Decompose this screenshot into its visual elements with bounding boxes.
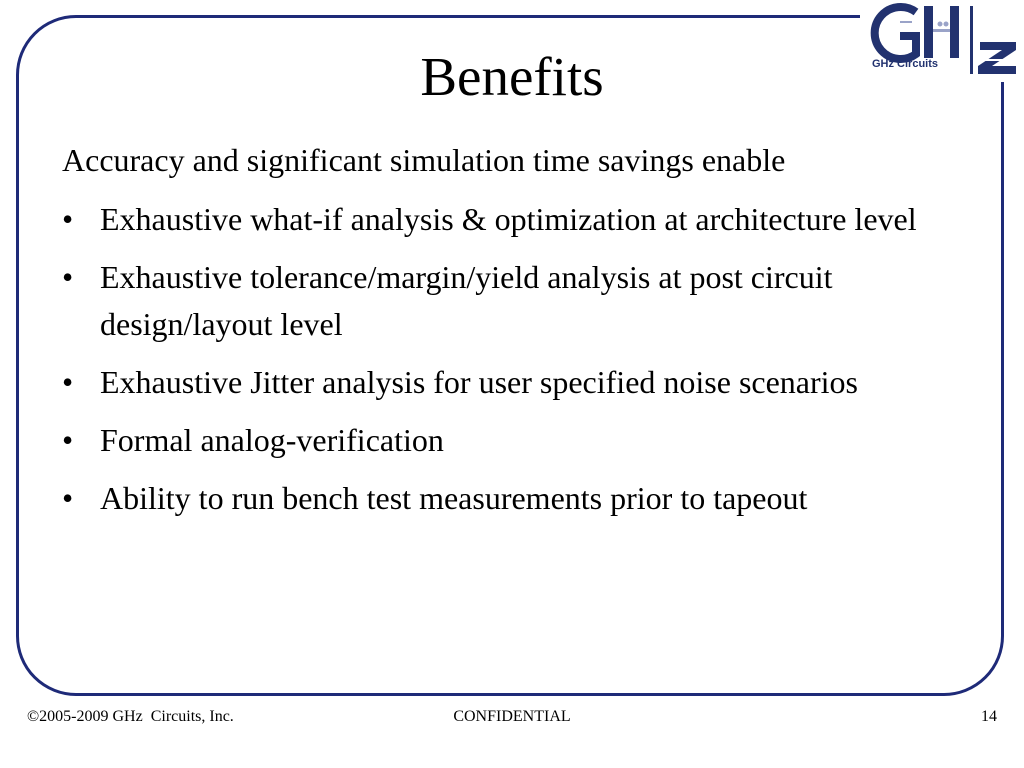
bullet-item: [62, 417, 942, 464]
bullet-item: [62, 196, 942, 243]
bullet-text: Exhaustive tolerance/margin/yield analysis at post circuit design/layout level: [100, 259, 833, 342]
bullet-text: Exhaustive Jitter analysis for user specified noise scenarios: [100, 364, 858, 400]
footer-page-number: 14: [981, 708, 997, 725]
bullet-icon: •: [62, 364, 74, 400]
bullet-icon: •: [62, 480, 74, 516]
intro-text: Accuracy and significant simulation time savings enable: [62, 142, 786, 178]
bullet-item: [62, 475, 942, 522]
logo-text: GHz Circuits: [872, 58, 939, 70]
bullet-icon: •: [62, 201, 74, 237]
bullet-item: [62, 359, 942, 406]
slide-title: Benefits: [420, 46, 604, 107]
bullet-text: Formal analog-verification: [100, 422, 444, 458]
bullet-text: Ability to run bench test measurements prior to tapeout: [100, 480, 808, 516]
footer-copyright: ©2005-2009 GHz Circuits, Inc.: [27, 708, 234, 725]
bullet-icon: •: [62, 259, 74, 295]
bullet-list: [62, 196, 942, 533]
footer-confidential: CONFIDENTIAL: [453, 708, 571, 725]
bullet-item: [62, 254, 942, 348]
bullet-icon: •: [62, 422, 74, 458]
bullet-text: Exhaustive what-if analysis & optimization at architecture level: [100, 201, 917, 237]
